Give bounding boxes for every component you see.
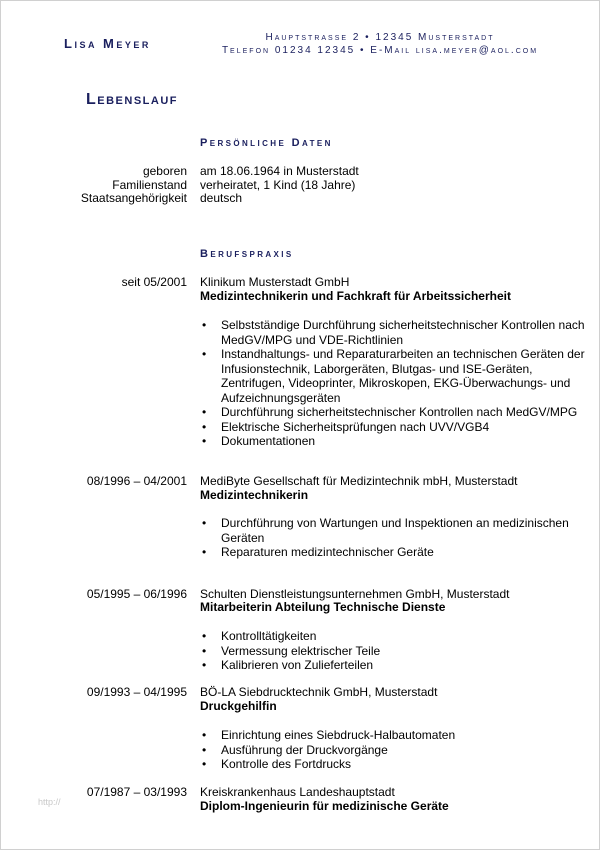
task-item: • Kontrolle des Fortdrucks [200, 757, 585, 772]
job-period: 08/1996 – 04/2001 [86, 474, 187, 488]
job-role: Medizintechnikerin [200, 488, 309, 502]
task-item: • Durchführung von Wartungen und Inspektionen an medizinischen Geräten [200, 516, 585, 545]
task-item: • Dokumentationen [200, 434, 585, 449]
personal-value: am 18.06.1964 in Musterstadt [200, 164, 359, 178]
job-role: Druckgehilfin [200, 699, 277, 713]
job-period: seit 05/2001 [121, 275, 187, 289]
section-heading-personal: Persönliche Daten [200, 137, 333, 149]
job-period: 09/1993 – 04/1995 [86, 685, 187, 699]
personal-label: Staatsangehörigkeit [80, 191, 187, 205]
job-task-list [200, 629, 585, 673]
task-item: • Selbstständige Durchführung sicherheitstechnischer Kontrollen nach MedGV/MPG und VDE-Richtlinien [200, 318, 585, 347]
task-item: • Durchführung sicherheitstechnischer Kontrollen nach MedGV/MPG [200, 405, 585, 420]
page-title: Lebenslauf [86, 91, 178, 108]
personal-label: geboren [142, 164, 187, 178]
job-role: Mitarbeiterin Abteilung Technische Dienste [200, 600, 446, 614]
job-company: MediByte Gesellschaft für Medizintechnik mbH, Musterstadt [200, 474, 518, 488]
job-company: Kreiskrankenhaus Landeshauptstadt [200, 785, 395, 799]
job-task-list [200, 318, 585, 449]
task-item: • Einrichtung eines Siebdruck-Halbautomaten [200, 728, 585, 743]
personal-value: verheiratet, 1 Kind (18 Jahre) [200, 178, 356, 192]
task-item: • Kalibrieren von Zulieferteilen [200, 658, 585, 673]
job-task-list [200, 728, 585, 772]
job-role: Medizintechnikerin und Fachkraft für Arbeitssicherheit [200, 289, 511, 303]
personal-label: Familienstand [112, 178, 187, 192]
job-period: 05/1995 – 06/1996 [86, 587, 187, 601]
applicant-name: Lisa Meyer [64, 36, 151, 51]
job-period: 07/1987 – 03/1993 [86, 785, 187, 799]
task-item: • Reparaturen medizintechnischer Geräte [200, 545, 585, 560]
task-item: • Elektrische Sicherheitsprüfungen nach UVV/VGB4 [200, 420, 585, 435]
address-line: Hauptstrasse 2 • 12345 Musterstadt [265, 32, 495, 43]
contact-line: Telefon 01234 12345 • E-Mail lisa.meyer@aol.com [221, 45, 539, 56]
section-heading-experience: Berufspraxis [200, 248, 294, 260]
watermark: http:// [38, 797, 61, 807]
job-company: Schulten Dienstleistungsunternehmen GmbH, Musterstadt [200, 587, 510, 601]
task-item: • Ausführung der Druckvorgänge [200, 743, 585, 758]
job-company: BÖ-LA Siebdrucktechnik GmbH, Musterstadt [200, 685, 438, 699]
job-company: Klinikum Musterstadt GmbH [200, 275, 350, 289]
task-item: • Kontrolltätigkeiten [200, 629, 585, 644]
contact-block [185, 31, 575, 57]
job-task-list [200, 516, 585, 560]
task-item: • Instandhaltungs- und Reparaturarbeiten an technischen Geräten der Infusionstechnik, Laborgeräten, Blutgas- und ISE-Geräten, Zentrifugen, Videoprinter, Mikroskopen, EKG-Überwachungs- und Aufzeichnungsgeräten [200, 347, 585, 405]
personal-value: deutsch [200, 191, 243, 205]
task-item: • Vermessung elektrischer Teile [200, 644, 585, 659]
job-role: Diplom-Ingenieurin für medizinische Geräte [200, 799, 449, 813]
